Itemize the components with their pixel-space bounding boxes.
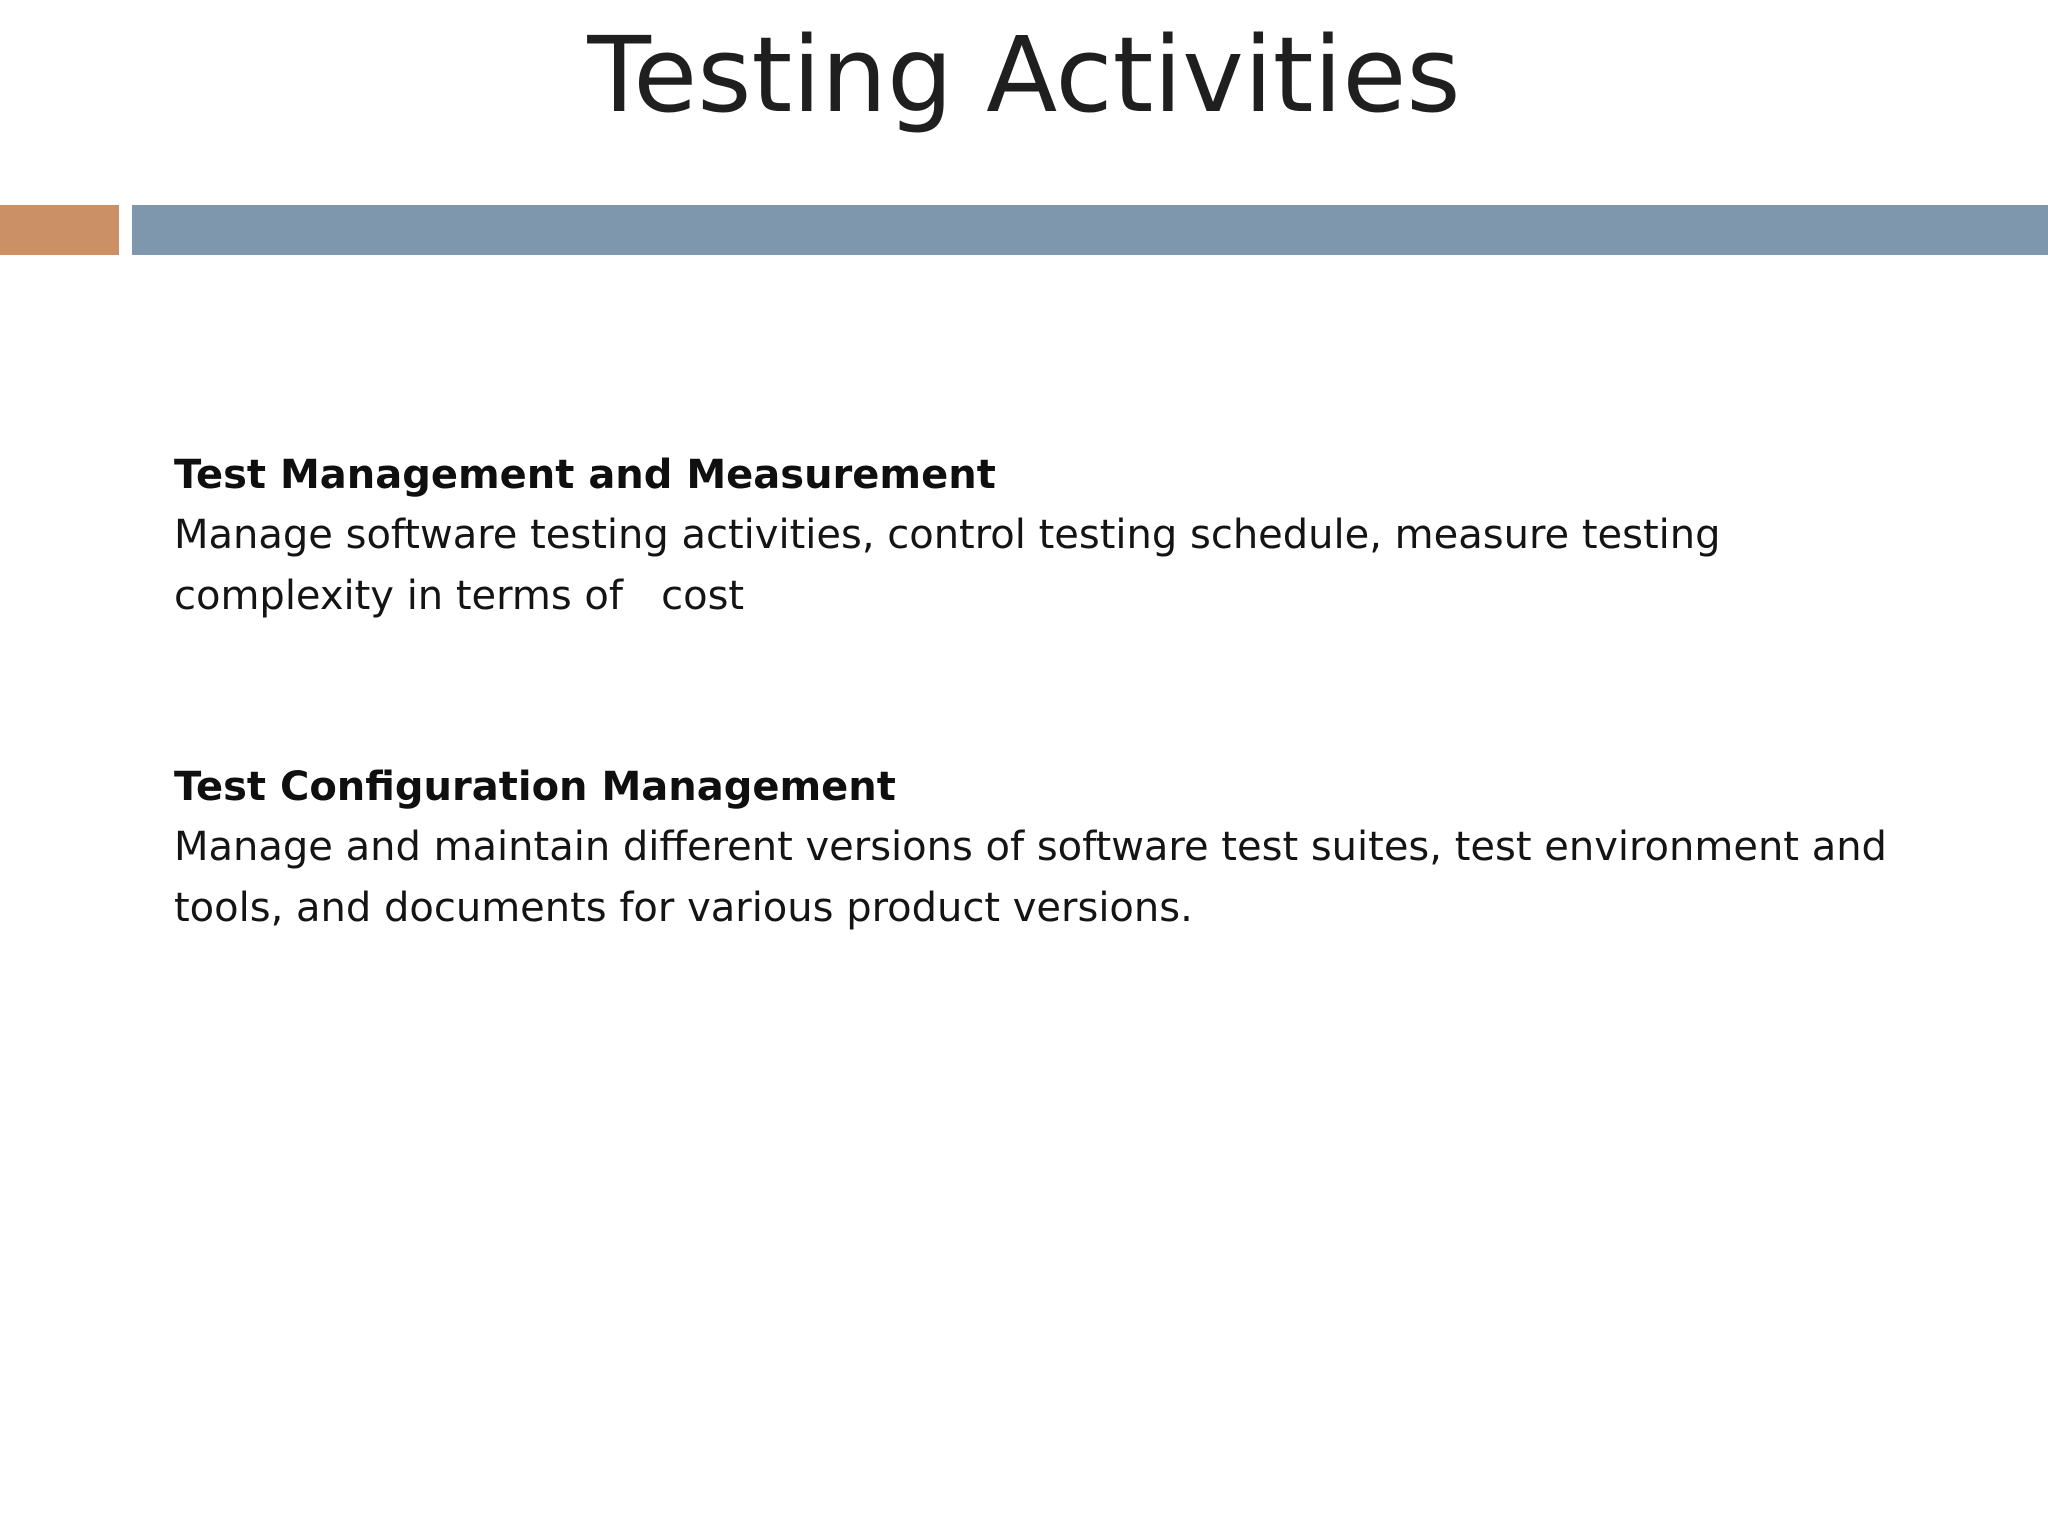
slide-title: Testing Activities <box>587 14 1461 136</box>
accent-bar-blue <box>132 205 2048 255</box>
section-body-line: Manage and maintain different versions of software test suites, test environment and <box>174 824 1887 870</box>
accent-bar-orange <box>0 205 119 255</box>
section-test-management <box>174 445 1954 627</box>
section-heading: Test Management and Measurement <box>174 452 996 498</box>
section-heading: Test Configuration Management <box>174 764 896 810</box>
slide-content <box>174 445 1954 939</box>
section-body-line: Manage software testing activities, control testing schedule, measure testing <box>174 512 1721 558</box>
section-test-configuration <box>174 757 1954 939</box>
section-body-line: tools, and documents for various product versions. <box>174 885 1193 931</box>
section-body-line: complexity in terms of cost <box>174 573 745 619</box>
